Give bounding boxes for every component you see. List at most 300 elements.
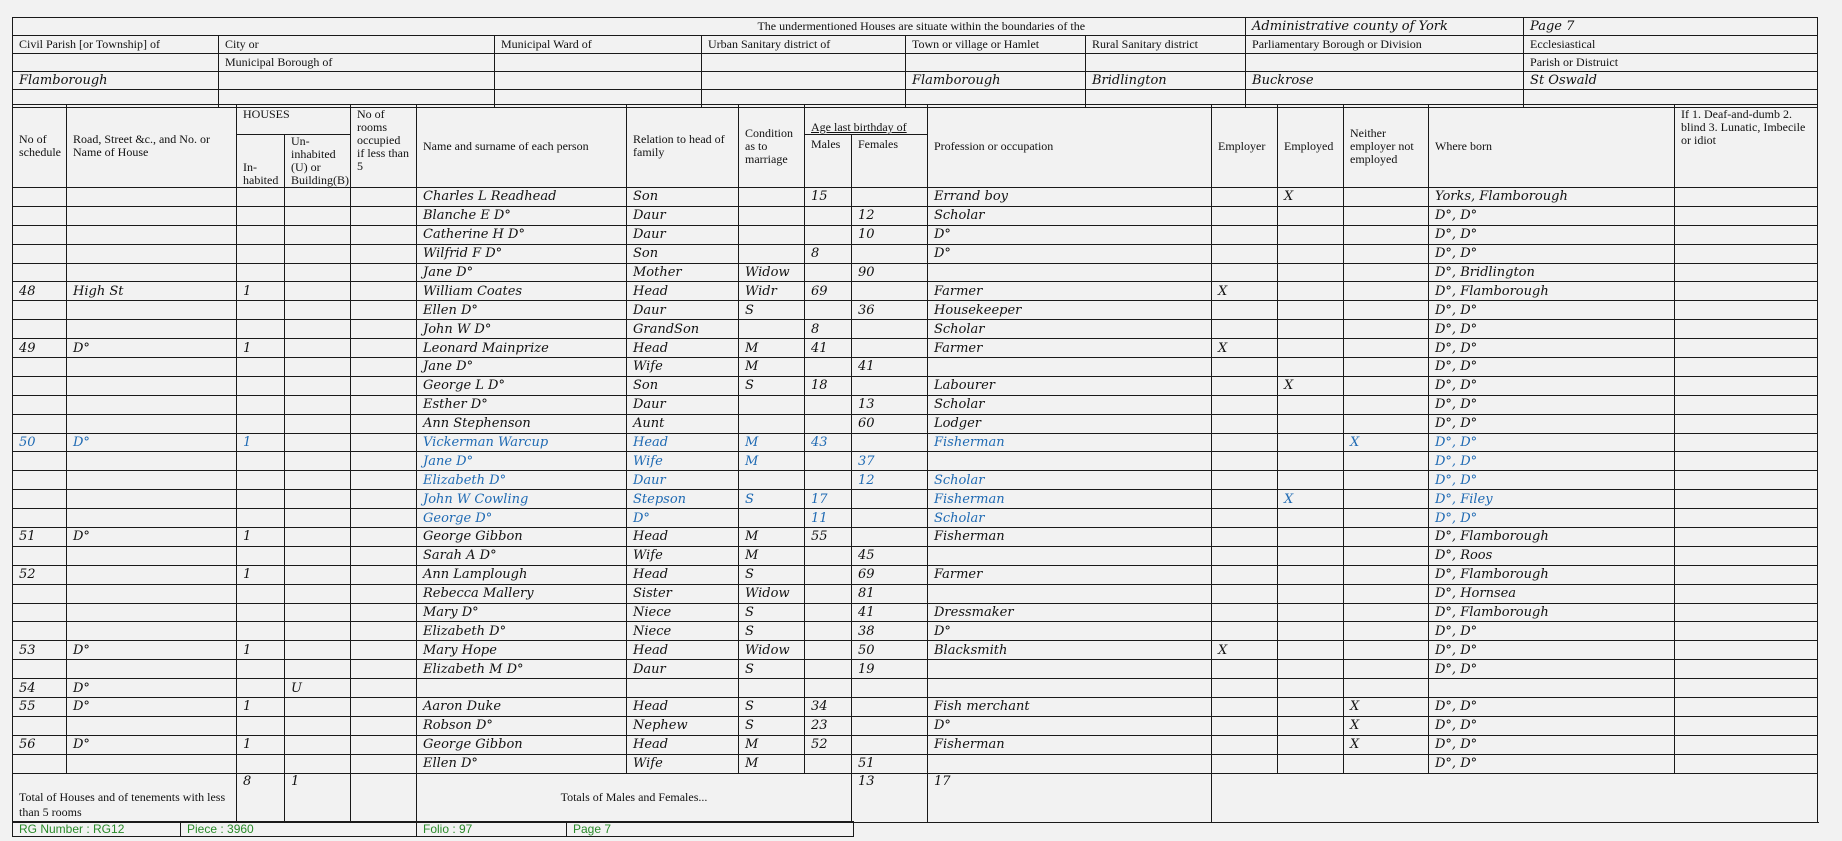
name-cell: Elizabeth D° (417, 471, 627, 490)
uninhabited-cell (285, 471, 351, 490)
schedule-cell (13, 546, 67, 565)
males-cell: 55 (805, 528, 852, 547)
males-cell: 41 (805, 339, 852, 358)
neither-cell: X (1344, 433, 1429, 452)
inhabited-cell (237, 679, 285, 698)
employer-cell (1212, 603, 1278, 622)
where-born-cell: D°, D° (1429, 225, 1675, 244)
employed-cell: X (1278, 490, 1344, 509)
table-row (13, 660, 1818, 679)
col-name: Name and surname of each person (417, 105, 627, 188)
neither-cell (1344, 206, 1429, 225)
uninhabited-cell (285, 660, 351, 679)
county-name: Administrative county of York (1246, 18, 1524, 36)
females-cell (852, 716, 928, 735)
employed-cell (1278, 206, 1344, 225)
employer-cell (1212, 301, 1278, 320)
road-cell: High St (67, 282, 237, 301)
name-cell: Elizabeth D° (417, 622, 627, 641)
females-cell (852, 679, 928, 698)
where-born-cell: D°, D° (1429, 754, 1675, 773)
males-cell (805, 641, 852, 660)
females-cell: 36 (852, 301, 928, 320)
uninhabited-cell (285, 698, 351, 717)
schedule-cell: 48 (13, 282, 67, 301)
inhabited-cell: 1 (237, 698, 285, 717)
table-row (13, 679, 1818, 698)
inhabited-cell (237, 395, 285, 414)
occupation-cell: Scholar (928, 320, 1212, 339)
infirm-cell (1675, 509, 1818, 528)
table-row (13, 528, 1818, 547)
table-row (13, 584, 1818, 603)
rooms-cell (351, 641, 417, 660)
col-females: Females (852, 135, 928, 188)
occupation-cell (928, 584, 1212, 603)
road-cell (67, 622, 237, 641)
col-rooms: No of rooms occupied if less than 5 (351, 105, 417, 188)
rooms-cell (351, 660, 417, 679)
occupation-cell (928, 546, 1212, 565)
females-cell (852, 490, 928, 509)
table-row (13, 754, 1818, 773)
relation-cell: Daur (627, 301, 739, 320)
males-cell: 8 (805, 320, 852, 339)
schedule-cell: 52 (13, 565, 67, 584)
schedule-cell: 51 (13, 528, 67, 547)
footer-rg: RG Number : RG12 (13, 822, 181, 837)
uninhabited-cell (285, 282, 351, 301)
uninhabited-cell (285, 244, 351, 263)
relation-cell (627, 679, 739, 698)
total-houses-label: Total of Houses and of tenements with less than 5 rooms (13, 773, 237, 822)
infirm-cell (1675, 414, 1818, 433)
name-cell (417, 679, 627, 698)
neither-cell (1344, 679, 1429, 698)
employer-cell (1212, 622, 1278, 641)
road-cell (67, 565, 237, 584)
uninhabited-cell (285, 603, 351, 622)
condition-cell: Widow (739, 584, 805, 603)
neither-cell (1344, 641, 1429, 660)
relation-cell: Head (627, 282, 739, 301)
col-inhabited: In- habited (237, 135, 285, 188)
footer-piece: Piece : 3960 (181, 822, 417, 837)
table-row (13, 263, 1818, 282)
females-cell (852, 735, 928, 754)
where-born-cell: D°, D° (1429, 622, 1675, 641)
employer-cell (1212, 528, 1278, 547)
name-cell: Ellen D° (417, 754, 627, 773)
occupation-cell: Lodger (928, 414, 1212, 433)
name-cell: Ann Stephenson (417, 414, 627, 433)
rooms-cell (351, 339, 417, 358)
neither-cell (1344, 320, 1429, 339)
neither-cell (1344, 301, 1429, 320)
males-cell: 34 (805, 698, 852, 717)
name-cell: Catherine H D° (417, 225, 627, 244)
employed-cell (1278, 358, 1344, 377)
where-born-cell: D°, Flamborough (1429, 282, 1675, 301)
females-cell: 10 (852, 225, 928, 244)
males-cell: 23 (805, 716, 852, 735)
employed-cell (1278, 263, 1344, 282)
relation-cell: Wife (627, 754, 739, 773)
neither-cell (1344, 565, 1429, 584)
inhabited-cell (237, 546, 285, 565)
value-civil-parish: Flamborough (13, 72, 219, 90)
relation-cell: Aunt (627, 414, 739, 433)
employer-cell (1212, 698, 1278, 717)
employed-cell (1278, 546, 1344, 565)
females-cell: 12 (852, 471, 928, 490)
infirm-cell (1675, 698, 1818, 717)
relation-cell: Son (627, 188, 739, 207)
schedule-cell: 56 (13, 735, 67, 754)
where-born-cell: D°, D° (1429, 716, 1675, 735)
schedule-cell (13, 320, 67, 339)
name-cell: Leonard Mainprize (417, 339, 627, 358)
females-cell: 50 (852, 641, 928, 660)
employed-cell (1278, 509, 1344, 528)
where-born-cell (1429, 679, 1675, 698)
neither-cell (1344, 584, 1429, 603)
label-urban-sanitary: Urban Sanitary district of (702, 36, 906, 54)
condition-cell: M (739, 528, 805, 547)
label-town-village: Town or village or Hamlet (906, 36, 1086, 54)
schedule-cell (13, 244, 67, 263)
rooms-cell (351, 206, 417, 225)
rooms-cell (351, 490, 417, 509)
males-cell (805, 565, 852, 584)
where-born-cell: D°, D° (1429, 735, 1675, 754)
footer-folio: Folio : 97 (417, 822, 567, 837)
label-parliamentary: Parliamentary Borough or Division (1246, 36, 1524, 54)
neither-cell (1344, 282, 1429, 301)
employer-cell (1212, 490, 1278, 509)
employer-cell (1212, 509, 1278, 528)
rooms-cell (351, 414, 417, 433)
col-employer: Employer (1212, 105, 1278, 188)
condition-cell: S (739, 376, 805, 395)
occupation-cell: Farmer (928, 565, 1212, 584)
males-cell (805, 546, 852, 565)
schedule-cell (13, 395, 67, 414)
employer-cell (1212, 414, 1278, 433)
rooms-cell (351, 225, 417, 244)
inhabited-cell (237, 376, 285, 395)
uninhabited-cell (285, 263, 351, 282)
occupation-cell: Fisherman (928, 528, 1212, 547)
neither-cell (1344, 660, 1429, 679)
occupation-cell (928, 263, 1212, 282)
inhabited-cell (237, 320, 285, 339)
rooms-cell (351, 754, 417, 773)
neither-cell (1344, 528, 1429, 547)
schedule-cell (13, 509, 67, 528)
table-row (13, 565, 1818, 584)
name-cell: Ellen D° (417, 301, 627, 320)
where-born-cell: D°, D° (1429, 509, 1675, 528)
relation-cell: Head (627, 698, 739, 717)
condition-cell (739, 320, 805, 339)
employer-cell: X (1212, 282, 1278, 301)
relation-cell: Head (627, 641, 739, 660)
road-cell (67, 244, 237, 263)
condition-cell (739, 679, 805, 698)
condition-cell (739, 206, 805, 225)
inhabited-cell (237, 263, 285, 282)
infirm-cell (1675, 660, 1818, 679)
name-cell: Mary D° (417, 603, 627, 622)
total-uninhabited: 1 (285, 773, 351, 822)
total-persons-label: Totals of Males and Females... (417, 773, 852, 822)
employed-cell (1278, 641, 1344, 660)
condition-cell (739, 471, 805, 490)
uninhabited-cell (285, 188, 351, 207)
relation-cell: GrandSon (627, 320, 739, 339)
name-cell: John W Cowling (417, 490, 627, 509)
name-cell: George L D° (417, 376, 627, 395)
employer-cell (1212, 376, 1278, 395)
table-row (13, 433, 1818, 452)
employed-cell (1278, 603, 1344, 622)
where-born-cell: D°, D° (1429, 206, 1675, 225)
schedule-cell: 50 (13, 433, 67, 452)
where-born-cell: D°, D° (1429, 698, 1675, 717)
condition-cell: S (739, 490, 805, 509)
boundaries-text: The undermentioned Houses are situate within the boundaries of the (13, 18, 1246, 36)
road-cell (67, 225, 237, 244)
males-cell (805, 679, 852, 698)
neither-cell (1344, 225, 1429, 244)
where-born-cell: D°, D° (1429, 414, 1675, 433)
males-cell: 11 (805, 509, 852, 528)
condition-cell: Widow (739, 641, 805, 660)
table-row (13, 376, 1818, 395)
occupation-cell (928, 754, 1212, 773)
females-cell: 90 (852, 263, 928, 282)
employer-cell (1212, 320, 1278, 339)
name-cell: Wilfrid F D° (417, 244, 627, 263)
table-row (13, 206, 1818, 225)
name-cell: Robson D° (417, 716, 627, 735)
where-born-cell: D°, Flamborough (1429, 603, 1675, 622)
females-cell: 45 (852, 546, 928, 565)
occupation-cell: Scholar (928, 509, 1212, 528)
header-table (12, 17, 1818, 108)
where-born-cell: D°, D° (1429, 244, 1675, 263)
employed-cell (1278, 225, 1344, 244)
inhabited-cell: 1 (237, 282, 285, 301)
neither-cell: X (1344, 698, 1429, 717)
females-cell (852, 244, 928, 263)
relation-cell: Daur (627, 471, 739, 490)
rooms-cell (351, 471, 417, 490)
inhabited-cell (237, 584, 285, 603)
name-cell: George Gibbon (417, 735, 627, 754)
employed-cell (1278, 244, 1344, 263)
females-cell: 81 (852, 584, 928, 603)
rooms-cell (351, 584, 417, 603)
neither-cell (1344, 376, 1429, 395)
employer-cell (1212, 263, 1278, 282)
table-row (13, 471, 1818, 490)
schedule-cell: 53 (13, 641, 67, 660)
females-cell: 51 (852, 754, 928, 773)
neither-cell (1344, 754, 1429, 773)
employer-cell: X (1212, 339, 1278, 358)
label-civil-parish: Civil Parish [or Township] of (13, 36, 219, 54)
employed-cell (1278, 679, 1344, 698)
condition-cell: S (739, 603, 805, 622)
employer-cell (1212, 395, 1278, 414)
occupation-cell: Scholar (928, 395, 1212, 414)
neither-cell: X (1344, 716, 1429, 735)
uninhabited-cell (285, 433, 351, 452)
road-cell (67, 471, 237, 490)
inhabited-cell (237, 622, 285, 641)
rooms-cell (351, 698, 417, 717)
schedule-cell: 54 (13, 679, 67, 698)
males-cell (805, 414, 852, 433)
employed-cell (1278, 301, 1344, 320)
table-row (13, 282, 1818, 301)
inhabited-cell (237, 188, 285, 207)
where-born-cell: Yorks, Flamborough (1429, 188, 1675, 207)
females-cell: 41 (852, 603, 928, 622)
neither-cell (1344, 546, 1429, 565)
rooms-cell (351, 188, 417, 207)
condition-cell: M (739, 754, 805, 773)
occupation-cell: D° (928, 225, 1212, 244)
condition-cell: S (739, 622, 805, 641)
inhabited-cell (237, 414, 285, 433)
uninhabited-cell (285, 376, 351, 395)
name-cell: Blanche E D° (417, 206, 627, 225)
table-row (13, 716, 1818, 735)
condition-cell: S (739, 716, 805, 735)
infirm-cell (1675, 395, 1818, 414)
condition-cell: Widow (739, 263, 805, 282)
occupation-cell (928, 679, 1212, 698)
name-cell: William Coates (417, 282, 627, 301)
relation-cell: Daur (627, 395, 739, 414)
males-cell (805, 471, 852, 490)
neither-cell (1344, 263, 1429, 282)
schedule-cell (13, 414, 67, 433)
females-cell: 37 (852, 452, 928, 471)
inhabited-cell (237, 603, 285, 622)
employed-cell (1278, 282, 1344, 301)
name-cell: George Gibbon (417, 528, 627, 547)
inhabited-cell (237, 244, 285, 263)
name-cell: Jane D° (417, 358, 627, 377)
employed-cell (1278, 622, 1344, 641)
occupation-cell: Labourer (928, 376, 1212, 395)
schedule-cell (13, 452, 67, 471)
relation-cell: Wife (627, 452, 739, 471)
uninhabited-cell (285, 622, 351, 641)
infirm-cell (1675, 339, 1818, 358)
road-cell: D° (67, 528, 237, 547)
road-cell (67, 584, 237, 603)
infirm-cell (1675, 301, 1818, 320)
rooms-cell (351, 565, 417, 584)
occupation-cell: D° (928, 244, 1212, 263)
occupation-cell: Blacksmith (928, 641, 1212, 660)
females-cell: 12 (852, 206, 928, 225)
employed-cell: X (1278, 188, 1344, 207)
males-cell (805, 225, 852, 244)
infirm-cell (1675, 376, 1818, 395)
employer-cell (1212, 565, 1278, 584)
rooms-cell (351, 735, 417, 754)
infirm-cell (1675, 225, 1818, 244)
where-born-cell: D°, D° (1429, 471, 1675, 490)
col-road: Road, Street &c., and No. or Name of House (67, 105, 237, 188)
schedule-cell (13, 584, 67, 603)
col-occupation: Profession or occupation (928, 105, 1212, 188)
condition-cell: S (739, 565, 805, 584)
table-row (13, 735, 1818, 754)
infirm-cell (1675, 490, 1818, 509)
condition-cell: S (739, 698, 805, 717)
employed-cell (1278, 565, 1344, 584)
relation-cell: Head (627, 339, 739, 358)
females-cell (852, 698, 928, 717)
infirm-cell (1675, 433, 1818, 452)
uninhabited-cell: U (285, 679, 351, 698)
where-born-cell: D°, D° (1429, 660, 1675, 679)
table-row (13, 546, 1818, 565)
inhabited-cell: 1 (237, 433, 285, 452)
uninhabited-cell (285, 452, 351, 471)
males-cell: 69 (805, 282, 852, 301)
relation-cell: Nephew (627, 716, 739, 735)
neither-cell (1344, 339, 1429, 358)
where-born-cell: D°, Roos (1429, 546, 1675, 565)
employer-cell: X (1212, 641, 1278, 660)
relation-cell: Head (627, 528, 739, 547)
infirm-cell (1675, 471, 1818, 490)
col-neither: Neither employer not employed (1344, 105, 1429, 188)
occupation-cell: Scholar (928, 206, 1212, 225)
road-cell: D° (67, 735, 237, 754)
males-cell (805, 301, 852, 320)
where-born-cell: D°, D° (1429, 339, 1675, 358)
infirm-cell (1675, 320, 1818, 339)
occupation-cell: Fisherman (928, 433, 1212, 452)
inhabited-cell: 1 (237, 641, 285, 660)
relation-cell: Stepson (627, 490, 739, 509)
rooms-cell (351, 679, 417, 698)
rooms-cell (351, 622, 417, 641)
road-cell (67, 603, 237, 622)
condition-cell (739, 395, 805, 414)
road-cell (67, 509, 237, 528)
males-cell (805, 395, 852, 414)
females-cell: 38 (852, 622, 928, 641)
uninhabited-cell (285, 206, 351, 225)
relation-cell: D° (627, 509, 739, 528)
schedule-cell (13, 376, 67, 395)
infirm-cell (1675, 528, 1818, 547)
males-cell: 43 (805, 433, 852, 452)
employed-cell (1278, 339, 1344, 358)
neither-cell (1344, 603, 1429, 622)
condition-cell: M (739, 339, 805, 358)
